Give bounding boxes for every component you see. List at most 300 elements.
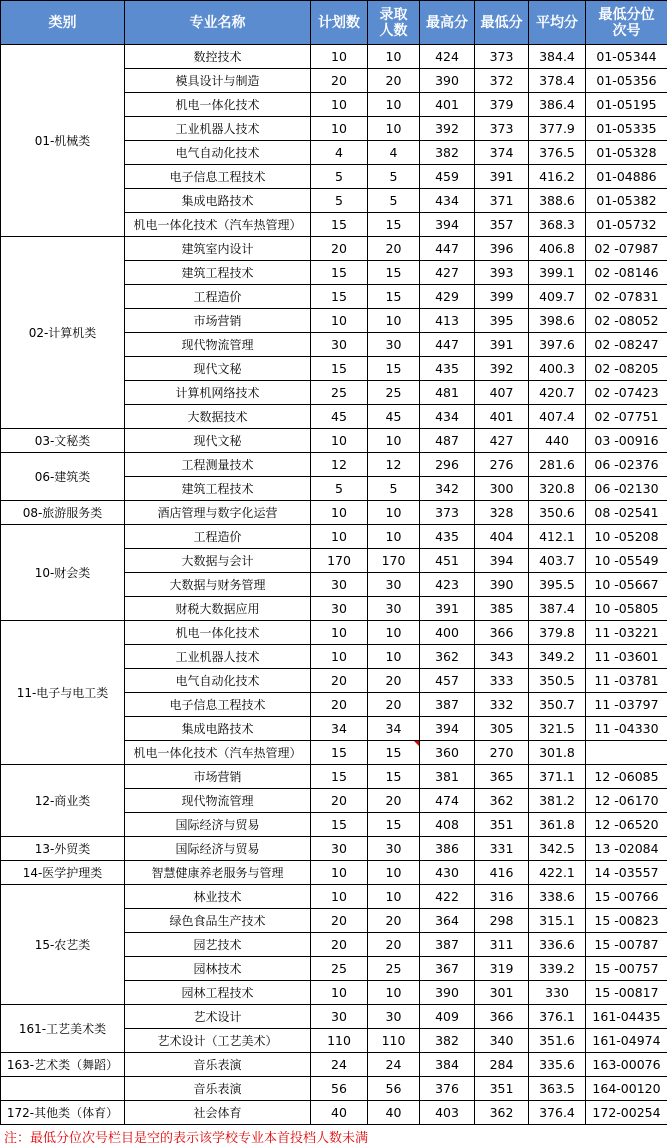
avg-score: 406.8: [529, 237, 586, 261]
category-cell: 14-医学护理类: [1, 861, 125, 885]
plan-count: 20: [311, 669, 368, 693]
admitted-count: 10: [368, 645, 420, 669]
major-name: 计算机网络技术: [125, 381, 311, 405]
plan-count: 20: [311, 69, 368, 93]
avg-score: 321.5: [529, 717, 586, 741]
min-rank: 10 -05805: [586, 597, 667, 621]
plan-count: 10: [311, 525, 368, 549]
avg-score: 409.7: [529, 285, 586, 309]
min-rank: 163-00076: [586, 1053, 667, 1077]
min-rank: 15 -00757: [586, 957, 667, 981]
plan-count: 10: [311, 621, 368, 645]
table-row: [1, 1053, 667, 1077]
admitted-count: 20: [368, 669, 420, 693]
avg-score: 338.6: [529, 885, 586, 909]
avg-score: 349.2: [529, 645, 586, 669]
min-score: 372: [475, 69, 529, 93]
admitted-count: 30: [368, 1005, 420, 1029]
major-name: 音乐表演: [125, 1053, 311, 1077]
major-name: 工业机器人技术: [125, 117, 311, 141]
max-score: 457: [420, 669, 475, 693]
min-score: 385: [475, 597, 529, 621]
avg-score: 387.4: [529, 597, 586, 621]
major-name: 电子信息工程技术: [125, 165, 311, 189]
min-rank: 10 -05549: [586, 549, 667, 573]
min-score: 276: [475, 453, 529, 477]
admitted-count: 12: [368, 453, 420, 477]
admitted-count: 10: [368, 309, 420, 333]
min-rank: 11 -04330: [586, 717, 667, 741]
min-score: 333: [475, 669, 529, 693]
plan-count: 20: [311, 909, 368, 933]
avg-score: 376.1: [529, 1005, 586, 1029]
header-row: [1, 1, 667, 45]
major-name: 机电一体化技术（汽车热管理）: [125, 741, 311, 765]
min-score: 331: [475, 837, 529, 861]
avg-score: 361.8: [529, 813, 586, 837]
max-score: 403: [420, 1101, 475, 1125]
plan-count: 30: [311, 573, 368, 597]
major-name: 市场营销: [125, 309, 311, 333]
min-rank: 11 -03797: [586, 693, 667, 717]
min-score: 407: [475, 381, 529, 405]
avg-score: 400.3: [529, 357, 586, 381]
major-name: 智慧健康养老服务与管理: [125, 861, 311, 885]
min-score: 374: [475, 141, 529, 165]
plan-count: 10: [311, 861, 368, 885]
min-rank: [586, 741, 667, 765]
min-rank: 01-05732: [586, 213, 667, 237]
major-name: 社会体育: [125, 1101, 311, 1125]
plan-count: 20: [311, 693, 368, 717]
plan-count: 15: [311, 741, 368, 765]
avg-score: 407.4: [529, 405, 586, 429]
category-cell: 08-旅游服务类: [1, 501, 125, 525]
plan-count: 5: [311, 165, 368, 189]
max-score: 424: [420, 45, 475, 69]
admitted-count: 24: [368, 1053, 420, 1077]
avg-score: 339.2: [529, 957, 586, 981]
admitted-count: 15: [368, 813, 420, 837]
min-rank: 02 -07987: [586, 237, 667, 261]
admitted-count: 30: [368, 837, 420, 861]
plan-count: 10: [311, 645, 368, 669]
min-score: 392: [475, 357, 529, 381]
plan-count: 15: [311, 813, 368, 837]
admitted-count: 10: [368, 501, 420, 525]
plan-count: 10: [311, 93, 368, 117]
major-name: 工程造价: [125, 525, 311, 549]
max-score: 342: [420, 477, 475, 501]
major-name: 工业机器人技术: [125, 645, 311, 669]
major-name: 国际经济与贸易: [125, 837, 311, 861]
max-score: 430: [420, 861, 475, 885]
plan-count: 170: [311, 549, 368, 573]
footnote: 注：最低分位次号栏目是空的表示该学校专业本首投档人数未满: [4, 1131, 369, 1146]
major-name: 电气自动化技术: [125, 141, 311, 165]
admitted-count: 10: [368, 981, 420, 1005]
plan-count: 30: [311, 837, 368, 861]
min-rank: 10 -05667: [586, 573, 667, 597]
max-score: 459: [420, 165, 475, 189]
max-score: 387: [420, 693, 475, 717]
admitted-count: 25: [368, 957, 420, 981]
category-cell: [1, 1077, 125, 1101]
category-cell: 10-财会类: [1, 525, 125, 621]
table-row: [1, 861, 667, 885]
major-name: 酒店管理与数字化运营: [125, 501, 311, 525]
avg-score: 351.6: [529, 1029, 586, 1053]
table-row: [1, 45, 667, 69]
max-score: 394: [420, 213, 475, 237]
min-rank: 02 -08052: [586, 309, 667, 333]
min-rank: 161-04435: [586, 1005, 667, 1029]
avg-score: 386.4: [529, 93, 586, 117]
table-row: [1, 453, 667, 477]
header-avg: 平均分: [529, 1, 586, 45]
min-rank: 01-05328: [586, 141, 667, 165]
plan-count: 10: [311, 885, 368, 909]
min-score: 340: [475, 1029, 529, 1053]
major-name: 现代物流管理: [125, 789, 311, 813]
avg-score: 399.1: [529, 261, 586, 285]
min-score: 328: [475, 501, 529, 525]
min-rank: 02 -07831: [586, 285, 667, 309]
plan-count: 45: [311, 405, 368, 429]
min-rank: 10 -05208: [586, 525, 667, 549]
min-score: 305: [475, 717, 529, 741]
admitted-count: 5: [368, 477, 420, 501]
admitted-count: 30: [368, 333, 420, 357]
avg-score: 416.2: [529, 165, 586, 189]
plan-count: 25: [311, 957, 368, 981]
plan-count: 34: [311, 717, 368, 741]
table-row: [1, 525, 667, 549]
avg-score: 376.4: [529, 1101, 586, 1125]
min-score: 401: [475, 405, 529, 429]
max-score: 401: [420, 93, 475, 117]
plan-count: 10: [311, 981, 368, 1005]
major-name: 园艺技术: [125, 933, 311, 957]
min-rank: 12 -06170: [586, 789, 667, 813]
major-name: 绿色食品生产技术: [125, 909, 311, 933]
admitted-count: 20: [368, 909, 420, 933]
category-cell: 11-电子与电工类: [1, 621, 125, 765]
max-score: 427: [420, 261, 475, 285]
table-row: [1, 237, 667, 261]
min-score: 399: [475, 285, 529, 309]
max-score: 391: [420, 597, 475, 621]
major-name: 建筑室内设计: [125, 237, 311, 261]
admitted-count: 10: [368, 117, 420, 141]
avg-score: 379.8: [529, 621, 586, 645]
avg-score: 371.1: [529, 765, 586, 789]
admitted-count: 110: [368, 1029, 420, 1053]
max-score: 373: [420, 501, 475, 525]
major-name: 园林技术: [125, 957, 311, 981]
avg-score: 320.8: [529, 477, 586, 501]
plan-count: 20: [311, 237, 368, 261]
max-score: 392: [420, 117, 475, 141]
major-name: 建筑工程技术: [125, 477, 311, 501]
min-rank: 12 -06520: [586, 813, 667, 837]
avg-score: 377.9: [529, 117, 586, 141]
plan-count: 56: [311, 1077, 368, 1101]
plan-count: 20: [311, 789, 368, 813]
max-score: 435: [420, 357, 475, 381]
max-score: 409: [420, 1005, 475, 1029]
max-score: 400: [420, 621, 475, 645]
admitted-count: 10: [368, 621, 420, 645]
min-rank: 02 -08205: [586, 357, 667, 381]
major-name: 市场营销: [125, 765, 311, 789]
min-score: 416: [475, 861, 529, 885]
min-rank: 15 -00817: [586, 981, 667, 1005]
min-rank: 02 -07423: [586, 381, 667, 405]
plan-count: 10: [311, 309, 368, 333]
min-rank: 13 -02084: [586, 837, 667, 861]
admitted-count: 15: [368, 741, 420, 765]
max-score: 390: [420, 69, 475, 93]
major-name: 音乐表演: [125, 1077, 311, 1101]
max-score: 422: [420, 885, 475, 909]
avg-score: 397.6: [529, 333, 586, 357]
max-score: 435: [420, 525, 475, 549]
major-name: 机电一体化技术: [125, 621, 311, 645]
max-score: 451: [420, 549, 475, 573]
avg-score: 368.3: [529, 213, 586, 237]
plan-count: 30: [311, 333, 368, 357]
major-name: 机电一体化技术: [125, 93, 311, 117]
max-score: 382: [420, 1029, 475, 1053]
admitted-count: 20: [368, 933, 420, 957]
max-score: 413: [420, 309, 475, 333]
min-rank: 01-05195: [586, 93, 667, 117]
min-rank: 06 -02130: [586, 477, 667, 501]
admitted-count: 40: [368, 1101, 420, 1125]
admitted-count: 20: [368, 237, 420, 261]
plan-count: 15: [311, 261, 368, 285]
max-score: 447: [420, 333, 475, 357]
max-score: 376: [420, 1077, 475, 1101]
plan-count: 30: [311, 1005, 368, 1029]
admitted-count: 5: [368, 189, 420, 213]
avg-score: 350.6: [529, 501, 586, 525]
admitted-count: 5: [368, 165, 420, 189]
min-rank: 15 -00766: [586, 885, 667, 909]
min-score: 391: [475, 333, 529, 357]
category-cell: 163-艺术类（舞蹈）: [1, 1053, 125, 1077]
table-row: [1, 501, 667, 525]
min-score: 362: [475, 789, 529, 813]
min-rank: 11 -03601: [586, 645, 667, 669]
admitted-count: 15: [368, 765, 420, 789]
major-name: 数控技术: [125, 45, 311, 69]
min-score: 351: [475, 813, 529, 837]
major-name: 集成电路技术: [125, 189, 311, 213]
min-score: 427: [475, 429, 529, 453]
admitted-count: 30: [368, 573, 420, 597]
table-row: [1, 429, 667, 453]
major-name: 园林工程技术: [125, 981, 311, 1005]
avg-score: 384.4: [529, 45, 586, 69]
admitted-count: 20: [368, 789, 420, 813]
major-name: 林业技术: [125, 885, 311, 909]
min-score: 365: [475, 765, 529, 789]
min-score: 393: [475, 261, 529, 285]
min-score: 394: [475, 549, 529, 573]
admitted-count: 10: [368, 429, 420, 453]
avg-score: 315.1: [529, 909, 586, 933]
category-cell: 06-建筑类: [1, 453, 125, 501]
avg-score: 395.5: [529, 573, 586, 597]
plan-count: 110: [311, 1029, 368, 1053]
min-score: 379: [475, 93, 529, 117]
admitted-count: 4: [368, 141, 420, 165]
min-rank: 15 -00787: [586, 933, 667, 957]
min-rank: 01-04886: [586, 165, 667, 189]
plan-count: 15: [311, 285, 368, 309]
plan-count: 4: [311, 141, 368, 165]
header-max: 最高分: [420, 1, 475, 45]
admitted-count: 15: [368, 261, 420, 285]
min-score: 404: [475, 525, 529, 549]
max-score: 382: [420, 141, 475, 165]
plan-count: 30: [311, 597, 368, 621]
major-name: 艺术设计（工艺美术）: [125, 1029, 311, 1053]
table-row: [1, 621, 667, 645]
admitted-count: 15: [368, 357, 420, 381]
table-row: [1, 1005, 667, 1029]
min-rank: 11 -03221: [586, 621, 667, 645]
max-score: 447: [420, 237, 475, 261]
admitted-count: 15: [368, 285, 420, 309]
admitted-count: 25: [368, 381, 420, 405]
min-rank: 01-05356: [586, 69, 667, 93]
header-plan: 计划数: [311, 1, 368, 45]
min-score: 366: [475, 621, 529, 645]
min-rank: 11 -03781: [586, 669, 667, 693]
avg-score: 350.7: [529, 693, 586, 717]
admitted-count: 10: [368, 525, 420, 549]
category-cell: 13-外贸类: [1, 837, 125, 861]
max-score: 429: [420, 285, 475, 309]
max-score: 394: [420, 717, 475, 741]
table-row: [1, 1101, 667, 1125]
max-score: 364: [420, 909, 475, 933]
major-name: 现代文秘: [125, 357, 311, 381]
min-score: 366: [475, 1005, 529, 1029]
max-score: 384: [420, 1053, 475, 1077]
min-rank: 164-00120: [586, 1077, 667, 1101]
admitted-count: 30: [368, 597, 420, 621]
header-admitted: 录取 人数: [368, 1, 420, 45]
min-score: 319: [475, 957, 529, 981]
category-cell: 161-工艺美术类: [1, 1005, 125, 1053]
major-name: 建筑工程技术: [125, 261, 311, 285]
plan-count: 5: [311, 189, 368, 213]
avg-score: 388.6: [529, 189, 586, 213]
plan-count: 10: [311, 501, 368, 525]
admitted-count: 10: [368, 861, 420, 885]
max-score: 423: [420, 573, 475, 597]
header-rank: 最低分位 次号: [586, 1, 667, 45]
avg-score: 350.5: [529, 669, 586, 693]
min-rank: 02 -08146: [586, 261, 667, 285]
avg-score: 381.2: [529, 789, 586, 813]
major-name: 艺术设计: [125, 1005, 311, 1029]
avg-score: 422.1: [529, 861, 586, 885]
avg-score: 398.6: [529, 309, 586, 333]
table-row: [1, 885, 667, 909]
min-score: 343: [475, 645, 529, 669]
admitted-count: 10: [368, 885, 420, 909]
avg-score: 330: [529, 981, 586, 1005]
major-name: 财税大数据应用: [125, 597, 311, 621]
plan-count: 10: [311, 117, 368, 141]
max-score: 474: [420, 789, 475, 813]
max-score: 387: [420, 933, 475, 957]
min-score: 390: [475, 573, 529, 597]
min-rank: 06 -02376: [586, 453, 667, 477]
min-rank: 14 -03557: [586, 861, 667, 885]
avg-score: 376.5: [529, 141, 586, 165]
header-min: 最低分: [475, 1, 529, 45]
plan-count: 25: [311, 381, 368, 405]
min-score: 284: [475, 1053, 529, 1077]
plan-count: 40: [311, 1101, 368, 1125]
major-name: 电子信息工程技术: [125, 693, 311, 717]
min-rank: 03 -00916: [586, 429, 667, 453]
plan-count: 10: [311, 429, 368, 453]
min-rank: 08 -02541: [586, 501, 667, 525]
avg-score: 336.6: [529, 933, 586, 957]
min-score: 300: [475, 477, 529, 501]
max-score: 487: [420, 429, 475, 453]
admitted-count: 20: [368, 693, 420, 717]
admitted-count: 34: [368, 717, 420, 741]
major-name: 大数据与财务管理: [125, 573, 311, 597]
min-score: 362: [475, 1101, 529, 1125]
admitted-count: 170: [368, 549, 420, 573]
table-row: [1, 765, 667, 789]
admitted-count: 45: [368, 405, 420, 429]
admitted-count: 20: [368, 69, 420, 93]
min-score: 373: [475, 45, 529, 69]
table-row: [1, 1077, 667, 1101]
min-rank: 02 -08247: [586, 333, 667, 357]
min-rank: 15 -00823: [586, 909, 667, 933]
min-score: 270: [475, 741, 529, 765]
category-cell: 172-其他类（体育）: [1, 1101, 125, 1125]
min-score: 391: [475, 165, 529, 189]
max-score: 362: [420, 645, 475, 669]
major-name: 大数据与会计: [125, 549, 311, 573]
major-name: 模具设计与制造: [125, 69, 311, 93]
max-score: 481: [420, 381, 475, 405]
max-score: 408: [420, 813, 475, 837]
min-score: 316: [475, 885, 529, 909]
admitted-count: 10: [368, 45, 420, 69]
min-score: 395: [475, 309, 529, 333]
avg-score: 403.7: [529, 549, 586, 573]
avg-score: 342.5: [529, 837, 586, 861]
max-score: 434: [420, 189, 475, 213]
header-major: 专业名称: [125, 1, 311, 45]
min-rank: 01-05344: [586, 45, 667, 69]
min-score: 373: [475, 117, 529, 141]
avg-score: 301.8: [529, 741, 586, 765]
